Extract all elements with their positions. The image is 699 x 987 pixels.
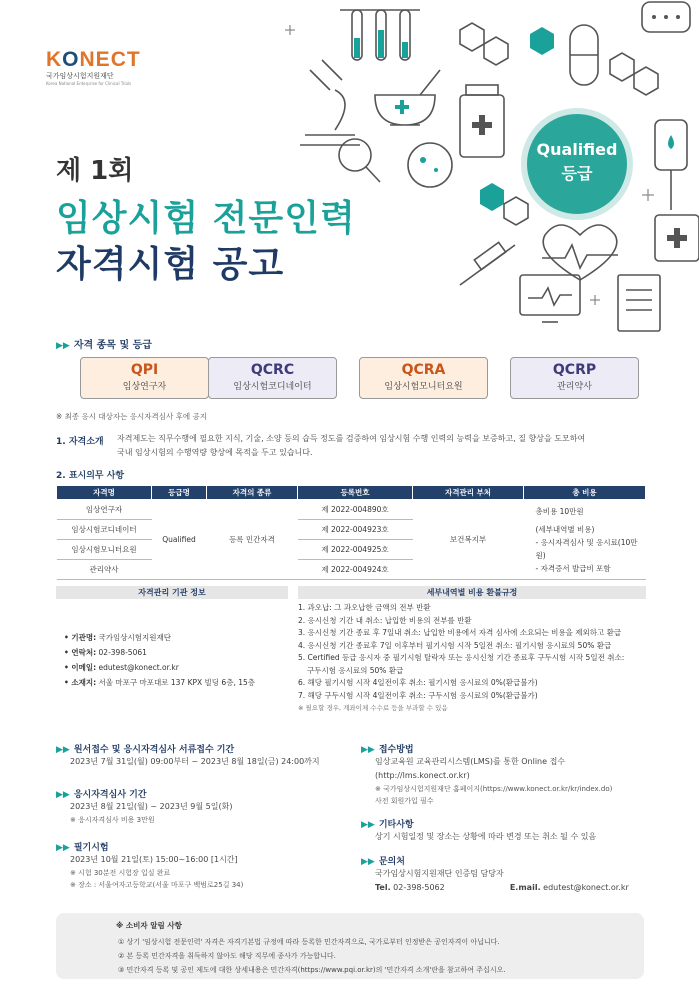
logo-mark: KONECT — [46, 48, 141, 71]
section-grades-title: ▶▶ 자격 종목 및 등급 — [56, 340, 152, 351]
grade-card-qcrc: QCRC 임상시험코디네이터 — [208, 357, 337, 399]
notice-title: ※ 소비자 알림 사항 — [116, 921, 182, 930]
notice-line-3: ③ 민간자격 등록 및 공인 제도에 대한 상세내용은 민간자격(https://www.pqi.or.kr)의 '민간자격 소개'란을 참고하여 주십시오. — [118, 966, 506, 974]
badge-line1: Qualified — [536, 140, 618, 159]
notice-line-1: ① 상기 '임상시험 전문인력' 자격은 자격기본법 규정에 따라 등록한 민간자격으로, 국가로부터 인정받은 공인자격이 아닙니다. — [118, 938, 500, 946]
intro-text: 자격제도는 직무수행에 필요한 지식, 기술, 소양 등의 습득 정도를 검증하여 임상시험 수행 인력의 능력을 보증하고, 질 향상을 도모하여 국내 임상시험의 수행역량 향상에 목적을 두고 있습니다. — [117, 434, 586, 457]
page-title-line2: 자격시험 공고 — [56, 244, 285, 285]
logo-subtitle: 국가임상시험지원재단 — [46, 72, 114, 80]
grades-note: ※ 최종 응시 대상자는 응시자격심사 후에 공지 — [56, 412, 207, 421]
chevron-right-icon: ▶▶ — [361, 745, 375, 755]
consumer-notice — [56, 913, 644, 979]
logo — [46, 48, 141, 86]
review-title: ▶▶ 응시자격심사 기간 — [56, 790, 147, 800]
receipt-period: 2023년 7월 31일(월) 09:00부터 ~ 2023년 8월 18일(금) 24:00까지 — [70, 757, 320, 766]
grade-card-qcrp: QCRP 관리약사 — [510, 357, 639, 399]
org-info-list: • 기관명: 국가임상시험지원재단 • 연락처: 02-398-5061 • 이메일: edutest@konect.or.kr • 소재지: 서울 마포구 마포대로 137 KPX 빌딩 6층, 15층 — [64, 633, 255, 687]
contact-title: ▶▶ 문의처 — [361, 857, 405, 867]
chevron-right-icon: ▶▶ — [56, 341, 70, 351]
review-period: 2023년 8월 21일(월) ~ 2023년 9월 5일(화) — [70, 802, 233, 811]
contact-org: 국가임상시험지원재단 인증팀 담당자 — [375, 869, 504, 878]
exam-title: ▶▶ 필기시험 — [56, 843, 109, 853]
qualified-badge — [521, 108, 633, 220]
refund-list: 1. 과오납: 그 과오납한 금액의 전부 반환 2. 응시신청 기간 내 취소: 납입한 비용의 전부를 반환 3. 응시신청 기간 종료 후 7일내 취소: 납입한 비용에서 자격 심사에 소요되는 비용을 제외하고 환급 4. 응시신청 기간 종료후 7일 이후부터 필기시험 시작 5일전 취소: 필기시험 응시료의 50% 환급 5. Certified 등급 응시자 중 필기시험 탈락자 또는 응시신청 기간 종료후 구두시험 시작 5일전 취소: 구두시험 응시료의 50% 환급 6. 해당 필기시험 시작 4일전이후 취소: 필기시험 응시료의 0%(환급불가) 7. 해당 구두시험 시작 4일전이후 취소: 구두시험 응시료의 0%(환급불가) ※ 필요할 경우, 계좌이체 수수료 등을 부과할 수 있음 — [298, 603, 625, 712]
method-title: ▶▶ 접수방법 — [361, 745, 414, 755]
display-title: 2. 표시의무 사항 — [56, 471, 125, 481]
contact-line: Tel. 02-398-5062 E.mail. edutest@konect.or.kr — [375, 883, 629, 892]
notice-line-2: ② 본 등록 민간자격을 취득하지 않아도 해당 직무에 종사가 가능합니다. — [118, 952, 336, 960]
chevron-right-icon: ▶▶ — [361, 820, 375, 830]
other-title: ▶▶ 기타사항 — [361, 820, 414, 830]
grade-card-qpi: QPI 임상연구자 — [80, 357, 209, 399]
chevron-right-icon: ▶▶ — [361, 857, 375, 867]
method-url: (http://lms.konect.or.kr) — [375, 771, 470, 780]
method-note1: ※ 국가임상시험지원재단 홈페이지(https://www.konect.or.kr/kr/index.do) — [375, 785, 613, 793]
exam-note-1: ※ 시험 30분전 시험장 입실 완료 — [70, 869, 171, 877]
other-text: 상기 시험일정 및 장소는 상황에 따라 변경 또는 취소 될 수 있음 — [375, 832, 597, 841]
refund-header: 세부내역별 비용 환불규정 — [298, 586, 646, 599]
exam-time: 2023년 10월 21일(토) 15:00~16:00 [1시간] — [70, 855, 238, 864]
schedule-right — [361, 742, 651, 895]
org-info-header: 자격관리 기관 정보 — [56, 586, 288, 599]
logo-english: Korea National Enterprise for Clinical Trials — [46, 81, 132, 86]
method-line1: 임상교육원 교육관리시스템(LMS)를 통한 Online 접수 — [375, 757, 566, 766]
exam-round: 제 1회 — [56, 156, 134, 186]
exam-note-2: ※ 장소 : 서울여자고등학교(서울 마포구 백범로25길 34) — [70, 881, 244, 889]
chevron-right-icon: ▶▶ — [56, 790, 70, 800]
page-title-line1: 임상시험 전문인력 — [56, 198, 356, 239]
review-note: ※ 응시자격심사 비용 3만원 — [70, 816, 155, 824]
intro-title: 1. 자격소개 — [56, 437, 104, 447]
grade-card-qcra: QCRA 임상시험모니터요원 — [359, 357, 488, 399]
method-note2: 사전 회원가입 필수 — [375, 797, 434, 805]
chevron-right-icon: ▶▶ — [56, 843, 70, 853]
medical-illustration-icon — [280, 0, 699, 345]
badge-line2: 등급 — [561, 164, 593, 183]
schedule-left — [56, 742, 356, 891]
chevron-right-icon: ▶▶ — [56, 745, 70, 755]
receipt-title: ▶▶ 원서접수 및 응시자격심사 서류접수 기간 — [56, 745, 235, 755]
qualification-table: 자격명 등급명 자격의 종류 등록번호 자격관리 부처 총 비용 임상연구자 Qualified 등록 민간자격 제 2022-004890호 보건복지부 총비용 10만원 (세부내역별 비용) - 응시자격심사 및 응시료(10만원) - 자격증서 발급비 포함 임상시험코디네이터 제 2022-004923호 임상시험모니터요원 제 2022-004925호 관리약사 제 2022-004924호 — [56, 485, 646, 580]
